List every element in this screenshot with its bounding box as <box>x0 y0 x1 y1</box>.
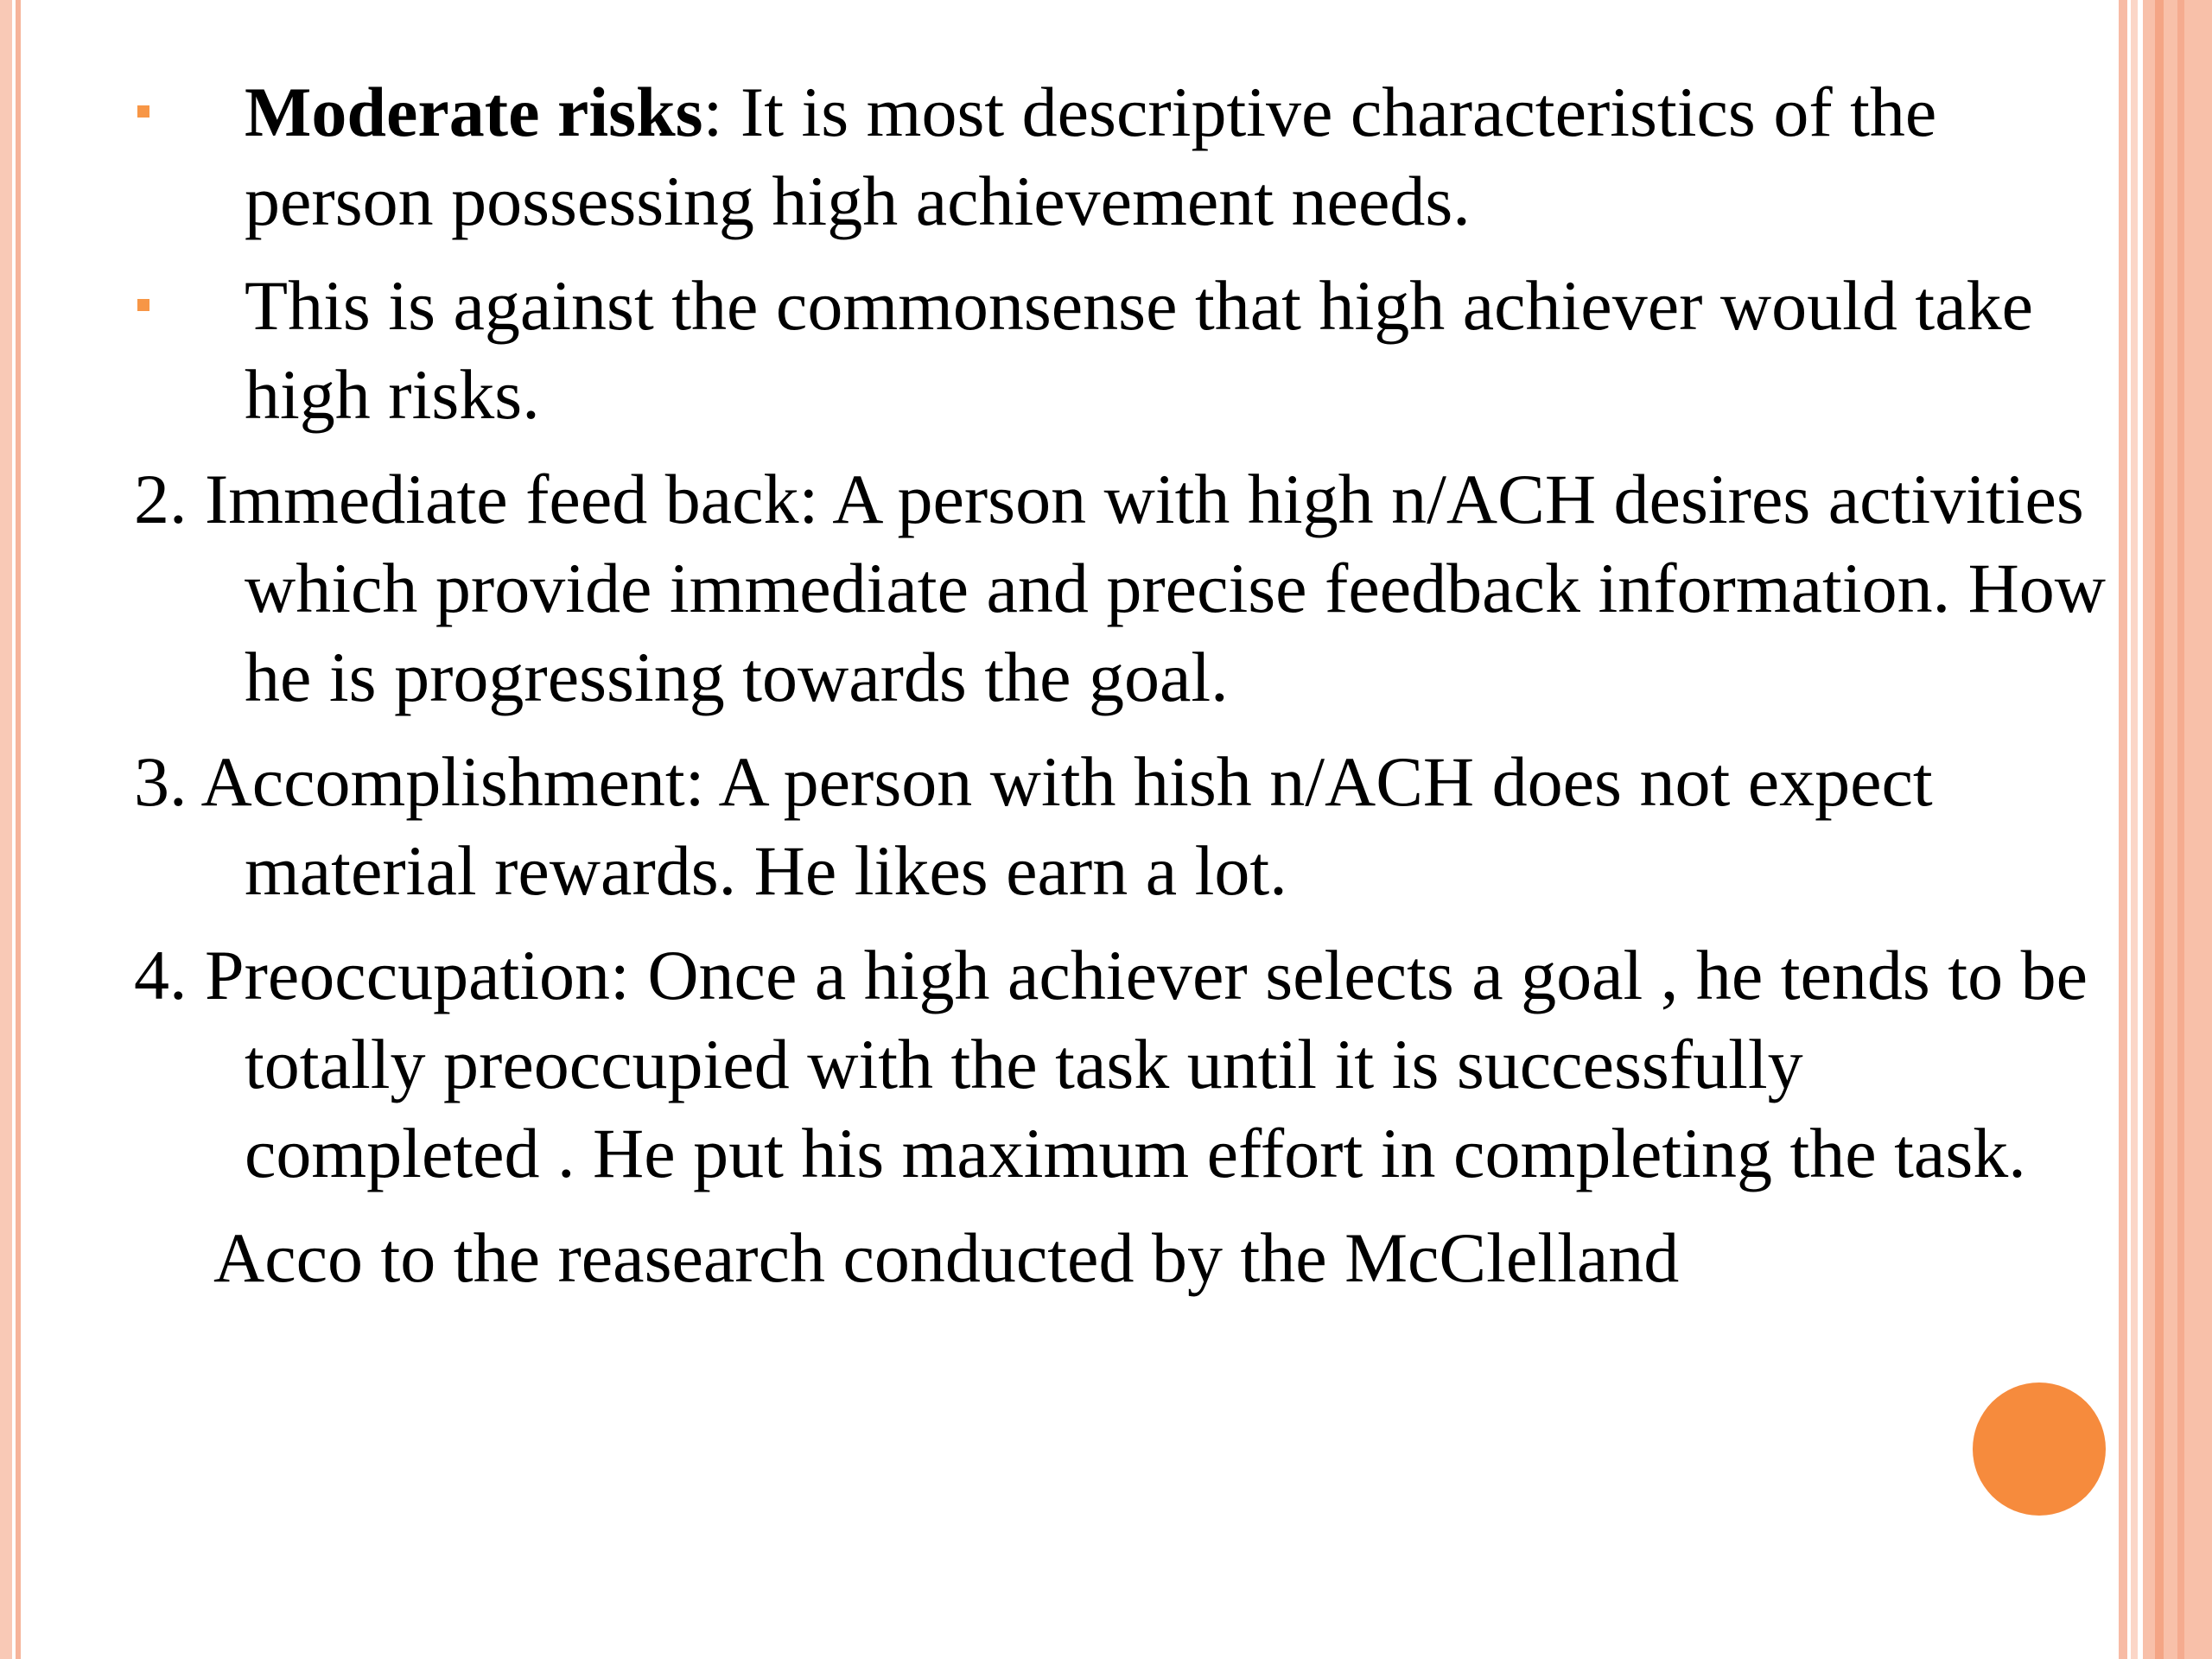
left-border-line <box>16 0 21 1659</box>
closing-text: Acco to the reasearch conducted by the McClelland <box>213 1218 1680 1297</box>
bullet-text: This is against the commonsense that high achiever would take high risks. <box>245 266 2033 434</box>
right-border-line-3 <box>2155 0 2164 1659</box>
closing-line <box>134 1213 2113 1302</box>
bullet-bold-lead: Moderate risks <box>245 73 703 151</box>
right-border-line-4 <box>2177 0 2184 1659</box>
bullet-item-moderate-risks <box>134 67 2113 245</box>
numbered-text: 2. Immediate feed back: A person with high n/ACH desires activities which provide immediate and precise feedback information. How he is progressing towards the goal. <box>134 460 2107 716</box>
slide-body <box>134 67 2113 1318</box>
numbered-item-immediate-feedback <box>134 454 2113 721</box>
right-border-line-2 <box>2131 0 2138 1659</box>
numbered-item-preoccupation <box>134 931 2113 1198</box>
numbered-text: 3. Accomplishment: A person with hish n/ACH does not expect material rewards. He likes earn a lot. <box>134 742 1933 910</box>
numbered-item-accomplishment <box>134 737 2113 915</box>
bullet-item-commonsense <box>134 261 2113 439</box>
left-border-stripe <box>0 0 12 1659</box>
numbered-text: 4. Preoccupation: Once a high achiever selects a goal , he tends to be totally preoccupied with the task until it is successfully completed . He put his maximum effort in completing the task. <box>134 936 2088 1192</box>
bullet-text: : It is most descriptive characteristics of the person possessing high achievement needs. <box>245 73 1937 240</box>
orange-circle-decoration <box>1973 1382 2106 1516</box>
bullet-square-icon <box>137 299 149 311</box>
right-border-line-1 <box>2119 0 2127 1659</box>
bullet-square-icon <box>137 105 149 118</box>
